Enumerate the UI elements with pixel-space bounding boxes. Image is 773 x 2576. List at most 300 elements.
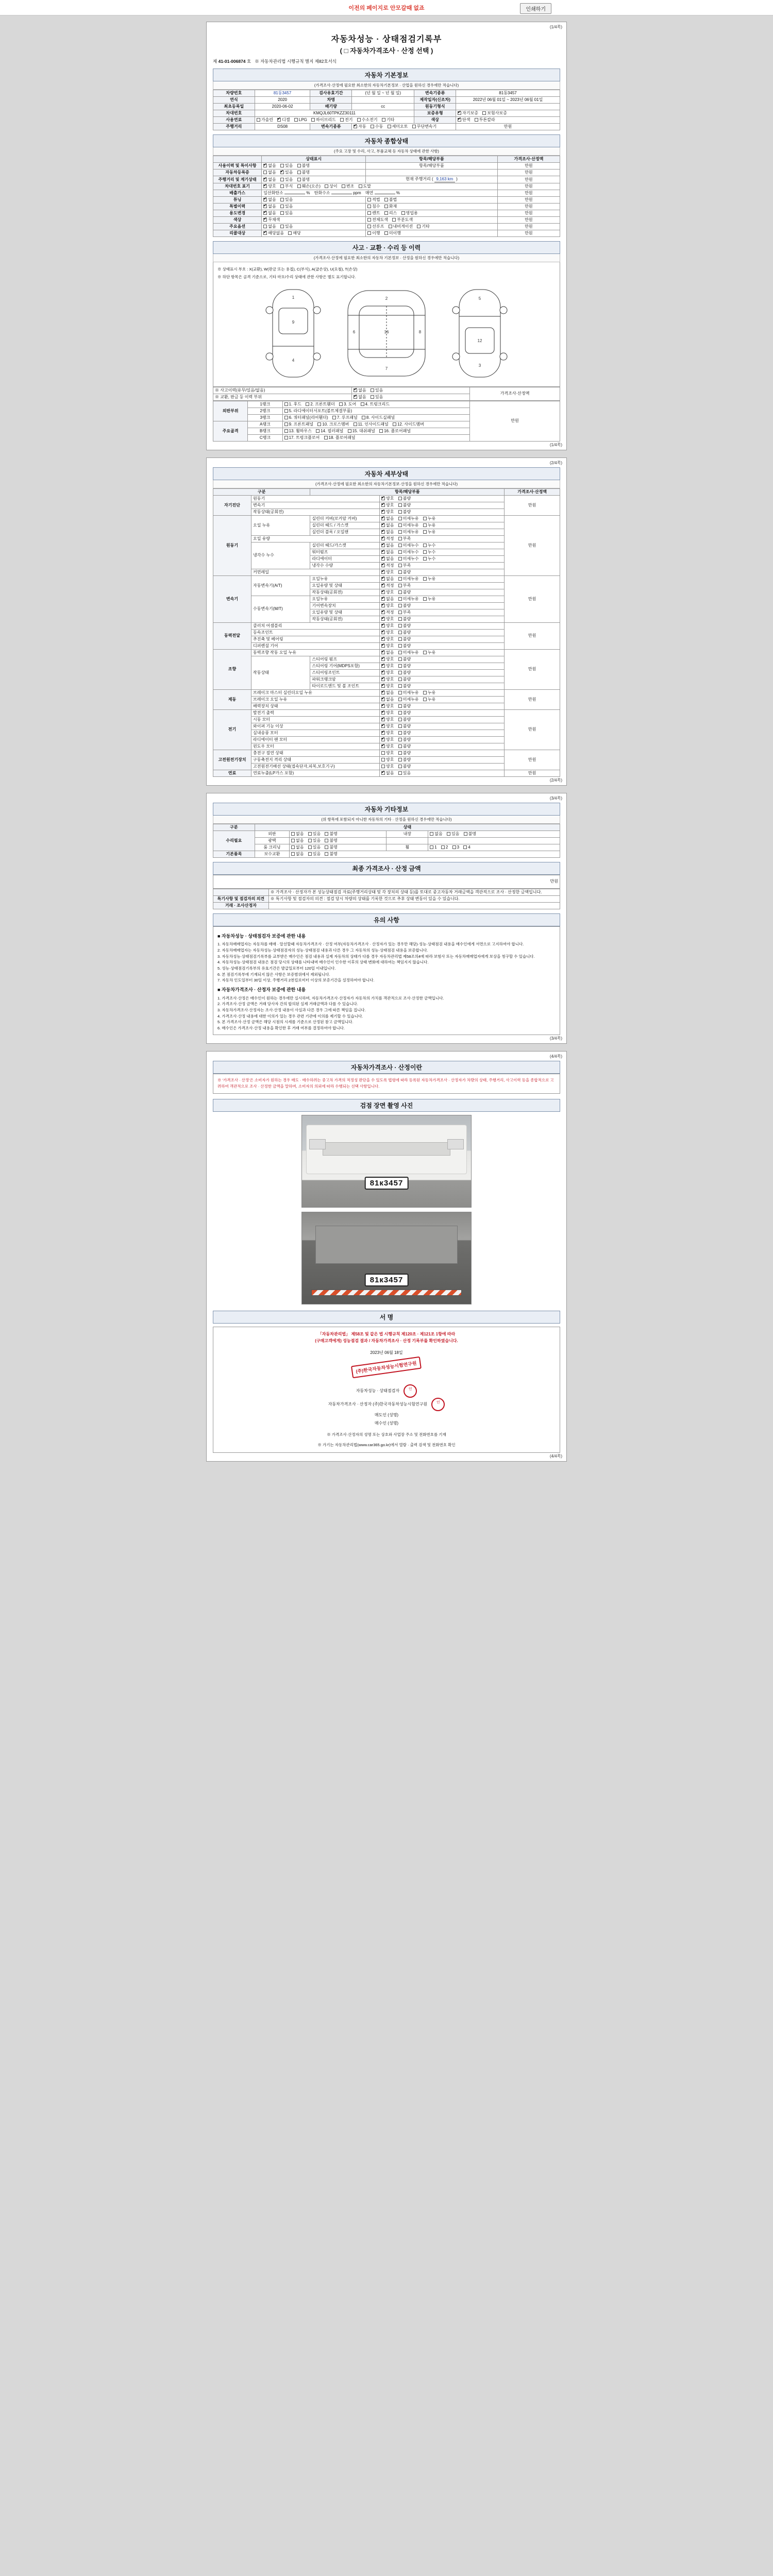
opt-coolant-head-leak[interactable]: 누수: [423, 543, 435, 548]
other-info-table: [213, 824, 560, 858]
opt-tierod-bad[interactable]: 불량: [398, 684, 411, 689]
part-quarter-panel[interactable]: 6. 쿼터패널(리어휀더): [284, 415, 328, 420]
opt-steerjoint-bad[interactable]: 불량: [398, 670, 411, 675]
opt-ps-none[interactable]: ✔ 없음: [381, 650, 394, 655]
opt-outer-unknown[interactable]: 불명: [325, 832, 337, 837]
opt-fuel-yes[interactable]: 있음: [398, 771, 411, 776]
other-item-replace: 보수교환: [255, 851, 289, 857]
opt-wheel-4[interactable]: 4: [463, 845, 470, 850]
opt-tuning-yes[interactable]: 있음: [280, 197, 293, 202]
opt-coolant-head-none[interactable]: ✔ 없음: [381, 543, 394, 548]
opt-wheel-1[interactable]: 1: [430, 845, 436, 850]
overall-row-recall-status[interactable]: [262, 230, 366, 237]
other-status-interior[interactable]: [428, 831, 560, 837]
detail-status-power-crank[interactable]: [380, 676, 505, 683]
opt-mt-amt-low[interactable]: 부족: [398, 610, 411, 615]
opt-usechange-business[interactable]: 영업용: [401, 211, 418, 216]
opt-prop-good[interactable]: ✔ 양호: [381, 637, 394, 642]
opt-clean-none[interactable]: 없음: [291, 845, 304, 850]
frame-rank-2-items[interactable]: [282, 408, 469, 414]
opt-usechange-yes[interactable]: 있음: [280, 211, 293, 216]
opt-mt-leak-micro[interactable]: 미세누유: [398, 597, 419, 602]
detail-status-rocker-cover[interactable]: [380, 515, 505, 522]
opt-outer-none[interactable]: 없음: [291, 832, 304, 837]
part-cross-member[interactable]: 10. 크로스멤버: [317, 422, 349, 427]
opt-engine-diag-good[interactable]: ✔ 양호: [381, 496, 394, 501]
opt-mt-idle-bad[interactable]: 불량: [398, 617, 411, 622]
opt-mileage-yes[interactable]: 있음: [280, 177, 293, 182]
part-door[interactable]: 3. 도어: [339, 402, 356, 407]
opt-mc-none[interactable]: ✔ 없음: [381, 690, 394, 696]
detail-status-wiper[interactable]: [380, 723, 505, 730]
opt-reg-unknown[interactable]: 불명: [297, 170, 310, 175]
opt-at-leak-leak[interactable]: 누유: [423, 577, 435, 582]
opt-vin-erased[interactable]: 도말: [359, 184, 371, 189]
opt-clutch-bad[interactable]: 불량: [398, 623, 411, 629]
opt-reg-yes[interactable]: ✔ 있음: [280, 170, 293, 175]
opt-history-none[interactable]: ✔ 없음: [263, 163, 276, 168]
opt-mileage-none[interactable]: ✔ 없음: [263, 177, 276, 182]
fuel-option-gasoline[interactable]: 가솔린: [257, 117, 273, 123]
transmission-option-semi[interactable]: 세미오토: [388, 124, 408, 129]
opt-radfan-good[interactable]: ✔ 양호: [381, 737, 394, 742]
opt-crank-bad[interactable]: 불량: [398, 677, 411, 682]
detail-status-engine-diag[interactable]: [380, 495, 505, 502]
part-radiator-support[interactable]: 5. 라디에이터서포트(볼트체결부품): [284, 409, 352, 414]
fuel-option-etc[interactable]: 기타: [382, 117, 394, 123]
opt-at-idle-good[interactable]: ✔ 양호: [381, 590, 394, 595]
opt-rad-micro[interactable]: 미세누수: [398, 556, 419, 562]
opt-booster-good[interactable]: ✔ 양호: [381, 704, 394, 709]
opt-tierod-good[interactable]: ✔ 양호: [381, 684, 394, 689]
opt-cv-good[interactable]: ✔ 양호: [381, 630, 394, 635]
opt-starter-good[interactable]: ✔ 양호: [381, 717, 394, 722]
opt-replace-none[interactable]: 없음: [291, 852, 304, 857]
opt-recall-yes[interactable]: 해당: [288, 231, 300, 236]
detail-sub-mt-idle: 작동상태(공회전): [310, 616, 380, 622]
part-pillar-panel[interactable]: 14. 필러패널: [316, 429, 343, 434]
opt-history-yes[interactable]: 있음: [280, 163, 293, 168]
opt-cr-good[interactable]: ✔ 양호: [381, 570, 394, 575]
other-status-wheel[interactable]: [428, 844, 560, 851]
detail-status-mt-gear[interactable]: [380, 602, 505, 609]
opt-mt-leak-none[interactable]: ✔ 없음: [381, 597, 394, 602]
opt-block-micro[interactable]: 미세누유: [398, 530, 419, 535]
opt-tuning-legal[interactable]: 적법: [367, 197, 380, 202]
overall-row-usechange-items[interactable]: [366, 210, 498, 217]
detail-status-mt-amount[interactable]: [380, 609, 505, 616]
part-side-member[interactable]: 12. 사이드멤버: [393, 422, 424, 427]
opt-steerpump-bad[interactable]: 불량: [398, 657, 411, 662]
transmission-option-cvt[interactable]: 무단변속기: [412, 124, 437, 129]
opt-usechange-rent[interactable]: 렌트: [367, 211, 380, 216]
detail-item-radfan: 라디에이터 팬 모터: [251, 736, 380, 743]
main-rank-c-items[interactable]: [282, 434, 469, 441]
detail-status-steer-gear[interactable]: [380, 663, 505, 669]
detail-status-at-idle[interactable]: [380, 589, 505, 596]
other-status-replace[interactable]: [290, 851, 560, 857]
opt-outer-yes[interactable]: 있음: [308, 832, 321, 837]
overall-row-history-status[interactable]: [262, 163, 366, 170]
opt-usechange-lease[interactable]: 리스: [384, 211, 397, 216]
detail-status-clutch[interactable]: [380, 622, 505, 629]
opt-head-none[interactable]: ✔ 없음: [381, 523, 394, 528]
opt-idle-bad[interactable]: 불량: [398, 510, 411, 515]
detail-status-hv-wiring[interactable]: [380, 763, 505, 770]
detail-status-oil-amount[interactable]: [380, 535, 505, 542]
detail-status-commonrail[interactable]: [380, 569, 505, 575]
opt-recall-notdone[interactable]: 미이행: [384, 231, 401, 236]
detail-item-master-cyl: 브레이크 마스터 실린더오일 누유: [251, 689, 380, 696]
page-marker-3: (3/4쪽): [549, 795, 562, 801]
fuel-option-ev[interactable]: 전기: [340, 117, 352, 123]
opt-head-micro[interactable]: 미세누유: [398, 523, 419, 528]
detail-item-commonrail: 커먼레일: [251, 569, 380, 575]
opt-wheel-3[interactable]: 3: [452, 845, 459, 850]
detail-status-battery-isolation[interactable]: [380, 756, 505, 763]
fuel-option-hybrid[interactable]: 하이브리드: [311, 117, 336, 123]
part-floor-panel[interactable]: 16. 플로어패널: [379, 429, 411, 434]
detail-price-selfdiag: 만원: [505, 495, 560, 515]
opt-trans-diag-good[interactable]: ✔ 양호: [381, 503, 394, 508]
opt-engine-diag-bad[interactable]: 불량: [398, 496, 411, 501]
opt-vin-altered[interactable]: 변조: [342, 184, 354, 189]
opt-fuel-none[interactable]: ✔ 없음: [381, 771, 394, 776]
other-status-outer[interactable]: [290, 831, 386, 837]
notice-item-1-2: 2. 자동차매매업자는 자동차성능·상태점검자의 성능·상태점검 내용과 다른 경우 그 자동차의 성능·상태점검 내용을 보증합니다.: [217, 948, 428, 953]
overall-row-label-color: 색상: [213, 217, 262, 224]
opt-color-full[interactable]: 전체도색: [367, 217, 388, 223]
detail-status-steer-joint[interactable]: [380, 669, 505, 676]
overall-col-items: 항목/해당부품: [366, 156, 498, 163]
fuel-option-diesel[interactable]: ✔ 디젤: [277, 117, 290, 123]
opt-clean-yes[interactable]: 있음: [308, 845, 321, 850]
opt-trans-diag-bad[interactable]: 불량: [398, 503, 411, 508]
warranty-option-insurer[interactable]: 보험사보증: [482, 111, 507, 116]
opt-crank-good[interactable]: ✔ 양호: [381, 677, 394, 682]
detail-status-differential[interactable]: [380, 642, 505, 649]
frame-rank-1-items[interactable]: [282, 401, 469, 408]
opt-wiper-bad[interactable]: 불량: [398, 724, 411, 729]
opt-steergear-bad[interactable]: 불량: [398, 664, 411, 669]
opt-history-unknown[interactable]: 불명: [297, 163, 310, 168]
opt-accident-yes[interactable]: 있음: [371, 388, 383, 393]
opt-hvw-good[interactable]: 양호: [381, 764, 394, 769]
opt-polish-unknown[interactable]: 불명: [325, 838, 337, 843]
opt-wm-good[interactable]: ✔ 양호: [381, 744, 394, 749]
opt-reg-none[interactable]: 없음: [263, 170, 276, 175]
opt-bo-micro[interactable]: 미세누유: [398, 697, 419, 702]
fuel-options[interactable]: [255, 117, 414, 124]
overall-row-color-items[interactable]: [366, 217, 498, 224]
overall-row-color-status[interactable]: [262, 217, 366, 224]
detail-status-master-cyl[interactable]: [380, 689, 505, 696]
opt-bo-leak[interactable]: 누유: [423, 697, 435, 702]
detail-status-radiator[interactable]: [380, 555, 505, 562]
opt-vin-ok[interactable]: ✔ 양호: [263, 184, 276, 189]
opt-exchange-none[interactable]: ✔ 없음: [354, 395, 366, 400]
sheet-page-3: [206, 793, 567, 1044]
overall-price-9: 만원: [497, 217, 560, 224]
opt-oilamt-low[interactable]: 부족: [398, 536, 411, 541]
opt-head-leak[interactable]: 누유: [423, 523, 435, 528]
opt-alt-good[interactable]: ✔ 양호: [381, 710, 394, 716]
opt-replace-yes[interactable]: 있음: [308, 852, 321, 857]
opt-rad-none[interactable]: ✔ 없음: [381, 556, 394, 562]
opt-hvw-bad[interactable]: 불량: [398, 764, 411, 769]
overall-row-usechange-status[interactable]: [262, 210, 366, 217]
part-trunk-lid[interactable]: 4. 트렁크리드: [361, 402, 390, 407]
opt-special-yes[interactable]: 있음: [280, 204, 293, 209]
opt-coolamt-low[interactable]: 부족: [398, 563, 411, 568]
detail-status-window-motor[interactable]: [380, 743, 505, 750]
opt-coolant-head-micro[interactable]: 미세누수: [398, 543, 419, 548]
opt-wiper-good[interactable]: ✔ 양호: [381, 724, 394, 729]
opt-recall-done[interactable]: 이행: [367, 231, 380, 236]
other-item-polish: 광택: [255, 837, 289, 844]
detail-status-booster[interactable]: [380, 703, 505, 709]
opt-tuning-illegal[interactable]: 불법: [384, 197, 397, 202]
overall-row-vin-status[interactable]: [262, 183, 498, 190]
opt-mc-micro[interactable]: 미세누유: [398, 690, 419, 696]
detail-status-brake-oil[interactable]: [380, 696, 505, 703]
opt-at-leak-none[interactable]: ✔ 없음: [381, 577, 394, 582]
car-diagram-group: [215, 281, 558, 383]
opt-wp-none[interactable]: ✔ 없음: [381, 550, 394, 555]
opt-interior-none[interactable]: 없음: [430, 832, 442, 837]
opt-cp-bad[interactable]: 불량: [398, 751, 411, 756]
signature-row-buyer: [217, 1419, 556, 1428]
section-band-basic-info: 자동차 기본정보: [213, 69, 560, 81]
opt-at-leak-micro[interactable]: 미세누유: [398, 577, 419, 582]
opt-steerjoint-good[interactable]: ✔ 양호: [381, 670, 394, 675]
opt-rad-leak[interactable]: 누수: [423, 556, 435, 562]
warranty-option-self[interactable]: ✔ 자기보증: [458, 111, 478, 116]
detail-status-trans-diag[interactable]: [380, 502, 505, 509]
overall-row-special-status[interactable]: [262, 204, 366, 210]
opt-exchange-yes[interactable]: 있음: [371, 395, 383, 400]
opt-block-none[interactable]: ✔ 없음: [381, 530, 394, 535]
color-options[interactable]: [456, 117, 560, 124]
overall-row-tuning-status[interactable]: [262, 197, 366, 204]
opt-blower-good[interactable]: ✔ 양호: [381, 731, 394, 736]
opt-wp-micro[interactable]: 미세누수: [398, 550, 419, 555]
accident-q1-options[interactable]: [352, 387, 470, 394]
opt-recall-na[interactable]: ✔ 해당없음: [263, 231, 284, 236]
opt-diff-good[interactable]: ✔ 양호: [381, 643, 394, 649]
opt-wm-bad[interactable]: 불량: [398, 744, 411, 749]
opt-blower-bad[interactable]: 불량: [398, 731, 411, 736]
part-front-panel[interactable]: 9. 프론트패널: [284, 422, 314, 427]
opt-block-leak[interactable]: 누유: [423, 530, 435, 535]
detail-sub-steer-joint: 스티어링조인트: [310, 669, 380, 676]
detail-status-charge-port[interactable]: [380, 750, 505, 756]
detail-status-block-pan[interactable]: [380, 529, 505, 535]
opt-mt-gear-bad[interactable]: 불량: [398, 603, 411, 608]
detail-sub-coolant-amount: 냉각수 수량: [310, 562, 380, 569]
opt-options-nav[interactable]: 내비게이션: [389, 224, 413, 229]
opt-cv-bad[interactable]: 불량: [398, 630, 411, 635]
opt-steerpump-good[interactable]: ✔ 양호: [381, 657, 394, 662]
opt-special-none[interactable]: ✔ 없음: [263, 204, 276, 209]
part-wheel-house[interactable]: 13. 휠하우스: [284, 429, 312, 434]
detail-item-mt: 수동변속기(M/T): [251, 596, 310, 622]
opt-special-flood[interactable]: 침수: [367, 204, 380, 209]
transmission-option-manual[interactable]: 수동: [371, 124, 383, 129]
opt-polish-yes[interactable]: 있음: [308, 838, 321, 843]
opt-bi-good[interactable]: 양호: [381, 757, 394, 762]
transmission-option-auto[interactable]: ✔ 자동: [354, 124, 366, 129]
opt-bo-none[interactable]: ✔ 없음: [381, 697, 394, 702]
opt-booster-bad[interactable]: 불량: [398, 704, 411, 709]
color-option-single[interactable]: ✔ 단색: [458, 117, 470, 123]
opt-clean-unknown[interactable]: 불명: [325, 845, 337, 850]
opt-ps-micro[interactable]: 미세누유: [398, 650, 419, 655]
opt-mt-leak-leak[interactable]: 누유: [423, 597, 435, 602]
row-label-warranty: 보증유형: [414, 110, 456, 117]
seal-icon-1: 인: [404, 1384, 417, 1398]
opt-bi-bad[interactable]: 불량: [398, 757, 411, 762]
print-button[interactable]: 인쇄하기: [520, 3, 551, 14]
color-option-twotone[interactable]: 투톤칼라: [475, 117, 495, 123]
overall-row-history-items: 항목/해당부품: [366, 163, 498, 170]
part-inside-panel[interactable]: 11. 인사이드패널: [354, 422, 389, 427]
part-front-fender[interactable]: 2. 프론트휀더: [306, 402, 335, 407]
opt-mc-leak[interactable]: 누유: [423, 690, 435, 696]
detail-status-at-amount[interactable]: [380, 582, 505, 589]
opt-rocker-micro[interactable]: 미세누유: [398, 516, 419, 521]
opt-diff-bad[interactable]: 불량: [398, 643, 411, 649]
opt-vin-damage[interactable]: 훼손(오손): [297, 184, 321, 189]
opt-steergear-good[interactable]: ✔ 양호: [381, 664, 394, 669]
opt-at-idle-bad[interactable]: 불량: [398, 590, 411, 595]
main-rank-b-items[interactable]: [282, 428, 469, 434]
opt-options-yes[interactable]: 있음: [280, 224, 293, 229]
frame-rank-3-items[interactable]: [282, 414, 469, 421]
opt-cr-bad[interactable]: 불량: [398, 570, 411, 575]
opt-color-none[interactable]: ✔ 무채색: [263, 217, 280, 223]
opt-interior-yes[interactable]: 있음: [447, 832, 459, 837]
overall-row-mileage-status[interactable]: [262, 176, 366, 183]
opt-color-partial[interactable]: 부분도색: [392, 217, 413, 223]
overall-row-options-items[interactable]: [366, 224, 498, 230]
opt-vin-corrosion[interactable]: 부식: [280, 184, 293, 189]
part-dash-panel[interactable]: 15. 대쉬패널: [348, 429, 375, 434]
part-rear-panel[interactable]: 18. 플로어패널: [324, 435, 356, 440]
detail-status-idle-diag[interactable]: [380, 509, 505, 515]
photo-rear-stripe: [311, 1290, 462, 1296]
overall-row-tuning-items[interactable]: [366, 197, 498, 204]
detail-status-head-gasket[interactable]: [380, 522, 505, 529]
opt-mt-gear-good[interactable]: ✔ 양호: [381, 603, 394, 608]
opt-interior-unknown[interactable]: 불명: [464, 832, 476, 837]
opt-ps-leak[interactable]: 누유: [423, 650, 435, 655]
opt-coolamt-ok[interactable]: ✔ 적정: [381, 563, 394, 568]
opt-rocker-leak[interactable]: 누유: [423, 516, 435, 521]
opt-wp-leak[interactable]: 누수: [423, 550, 435, 555]
overall-row-special-items[interactable]: [366, 204, 498, 210]
opt-accident-none[interactable]: ✔ 없음: [354, 388, 366, 393]
detail-status-starter[interactable]: [380, 716, 505, 723]
opt-prop-bad[interactable]: 불량: [398, 637, 411, 642]
opt-options-none[interactable]: 없음: [263, 224, 276, 229]
detail-status-mt-idle[interactable]: [380, 616, 505, 622]
detail-status-propeller[interactable]: [380, 636, 505, 642]
car-rear-view-diagram: [449, 284, 511, 382]
part-trunk-floor[interactable]: 17. 트렁크플로어: [284, 435, 320, 440]
opt-special-fire[interactable]: 화재: [384, 204, 397, 209]
accident-q2-options[interactable]: [352, 394, 470, 400]
part-hood[interactable]: 1. 후드: [284, 402, 301, 407]
detail-status-coolant-head[interactable]: [380, 542, 505, 549]
detail-status-mt-leak[interactable]: [380, 596, 505, 602]
overall-row-options-status[interactable]: [262, 224, 366, 230]
overall-price-5: 만원: [497, 190, 560, 197]
opt-alt-bad[interactable]: 불량: [398, 710, 411, 716]
warranty-options[interactable]: [456, 110, 560, 117]
opt-mt-amt-ok[interactable]: ✔ 적정: [381, 610, 394, 615]
part-side-sill[interactable]: 8. 사이드실패널: [362, 415, 395, 420]
opt-starter-bad[interactable]: 불량: [398, 717, 411, 722]
main-rank-a-items[interactable]: [282, 421, 469, 428]
transmission-options[interactable]: [352, 124, 456, 130]
opt-tuning-none[interactable]: ✔ 없음: [263, 197, 276, 202]
detail-status-at-leak[interactable]: [380, 575, 505, 582]
opt-usechange-none[interactable]: ✔ 없음: [263, 211, 276, 216]
opt-replace-unknown[interactable]: 불명: [325, 852, 337, 857]
other-status-cleaning[interactable]: [290, 844, 386, 851]
fuel-option-lpg[interactable]: LPG: [294, 117, 307, 123]
opt-at-amt-ok[interactable]: ✔ 적정: [381, 583, 394, 588]
opt-polish-none[interactable]: 없음: [291, 838, 304, 843]
opt-mileage-unknown[interactable]: 불명: [297, 177, 310, 182]
opt-radfan-bad[interactable]: 불량: [398, 737, 411, 742]
detail-status-water-pump[interactable]: [380, 549, 505, 555]
opt-at-amt-low[interactable]: 부족: [398, 583, 411, 588]
detail-sub-mt-leak: 오일누유: [310, 596, 380, 602]
opt-wheel-2[interactable]: 2: [441, 845, 448, 850]
detail-status-ps-leak[interactable]: [380, 649, 505, 656]
detail-price-powertrain: 만원: [505, 622, 560, 649]
detail-status-fuel-leak[interactable]: [380, 770, 505, 776]
opt-rocker-none[interactable]: ✔ 없음: [381, 516, 394, 521]
fuel-option-hydrogen[interactable]: 수소전기: [357, 117, 378, 123]
opt-clutch-good[interactable]: ✔ 양호: [381, 623, 394, 629]
part-roof-panel[interactable]: 7. 루프패널: [332, 415, 358, 420]
detail-status-tierod[interactable]: [380, 683, 505, 689]
detail-status-coolant-amount[interactable]: [380, 562, 505, 569]
detail-status-blower[interactable]: [380, 730, 505, 736]
opt-mt-idle-good[interactable]: ✔ 양호: [381, 617, 394, 622]
svg-text:16: 16: [384, 329, 389, 334]
detail-status-radfan[interactable]: [380, 736, 505, 743]
opt-vin-diff[interactable]: 상이: [325, 184, 337, 189]
opt-idle-good[interactable]: ✔ 양호: [381, 510, 394, 515]
other-status-polish[interactable]: [290, 837, 386, 844]
detail-status-alternator[interactable]: [380, 709, 505, 716]
detail-status-cv-joint[interactable]: [380, 629, 505, 636]
overall-col-status: 상태표시: [262, 156, 366, 163]
opt-oilamt-ok[interactable]: ✔ 적정: [381, 536, 394, 541]
opt-options-sunroof[interactable]: 선루프: [367, 224, 384, 229]
overall-row-recall-items[interactable]: [366, 230, 498, 237]
overall-row-label-usechange: 용도변경: [213, 210, 262, 217]
opt-cp-good[interactable]: 양호: [381, 751, 394, 756]
accident-q1-label: ※ 사고이력(유무/있음/없음): [213, 387, 352, 394]
opt-options-etc[interactable]: 기타: [417, 224, 429, 229]
overall-row-reg-status[interactable]: [262, 170, 366, 176]
detail-status-steer-pump[interactable]: [380, 656, 505, 663]
